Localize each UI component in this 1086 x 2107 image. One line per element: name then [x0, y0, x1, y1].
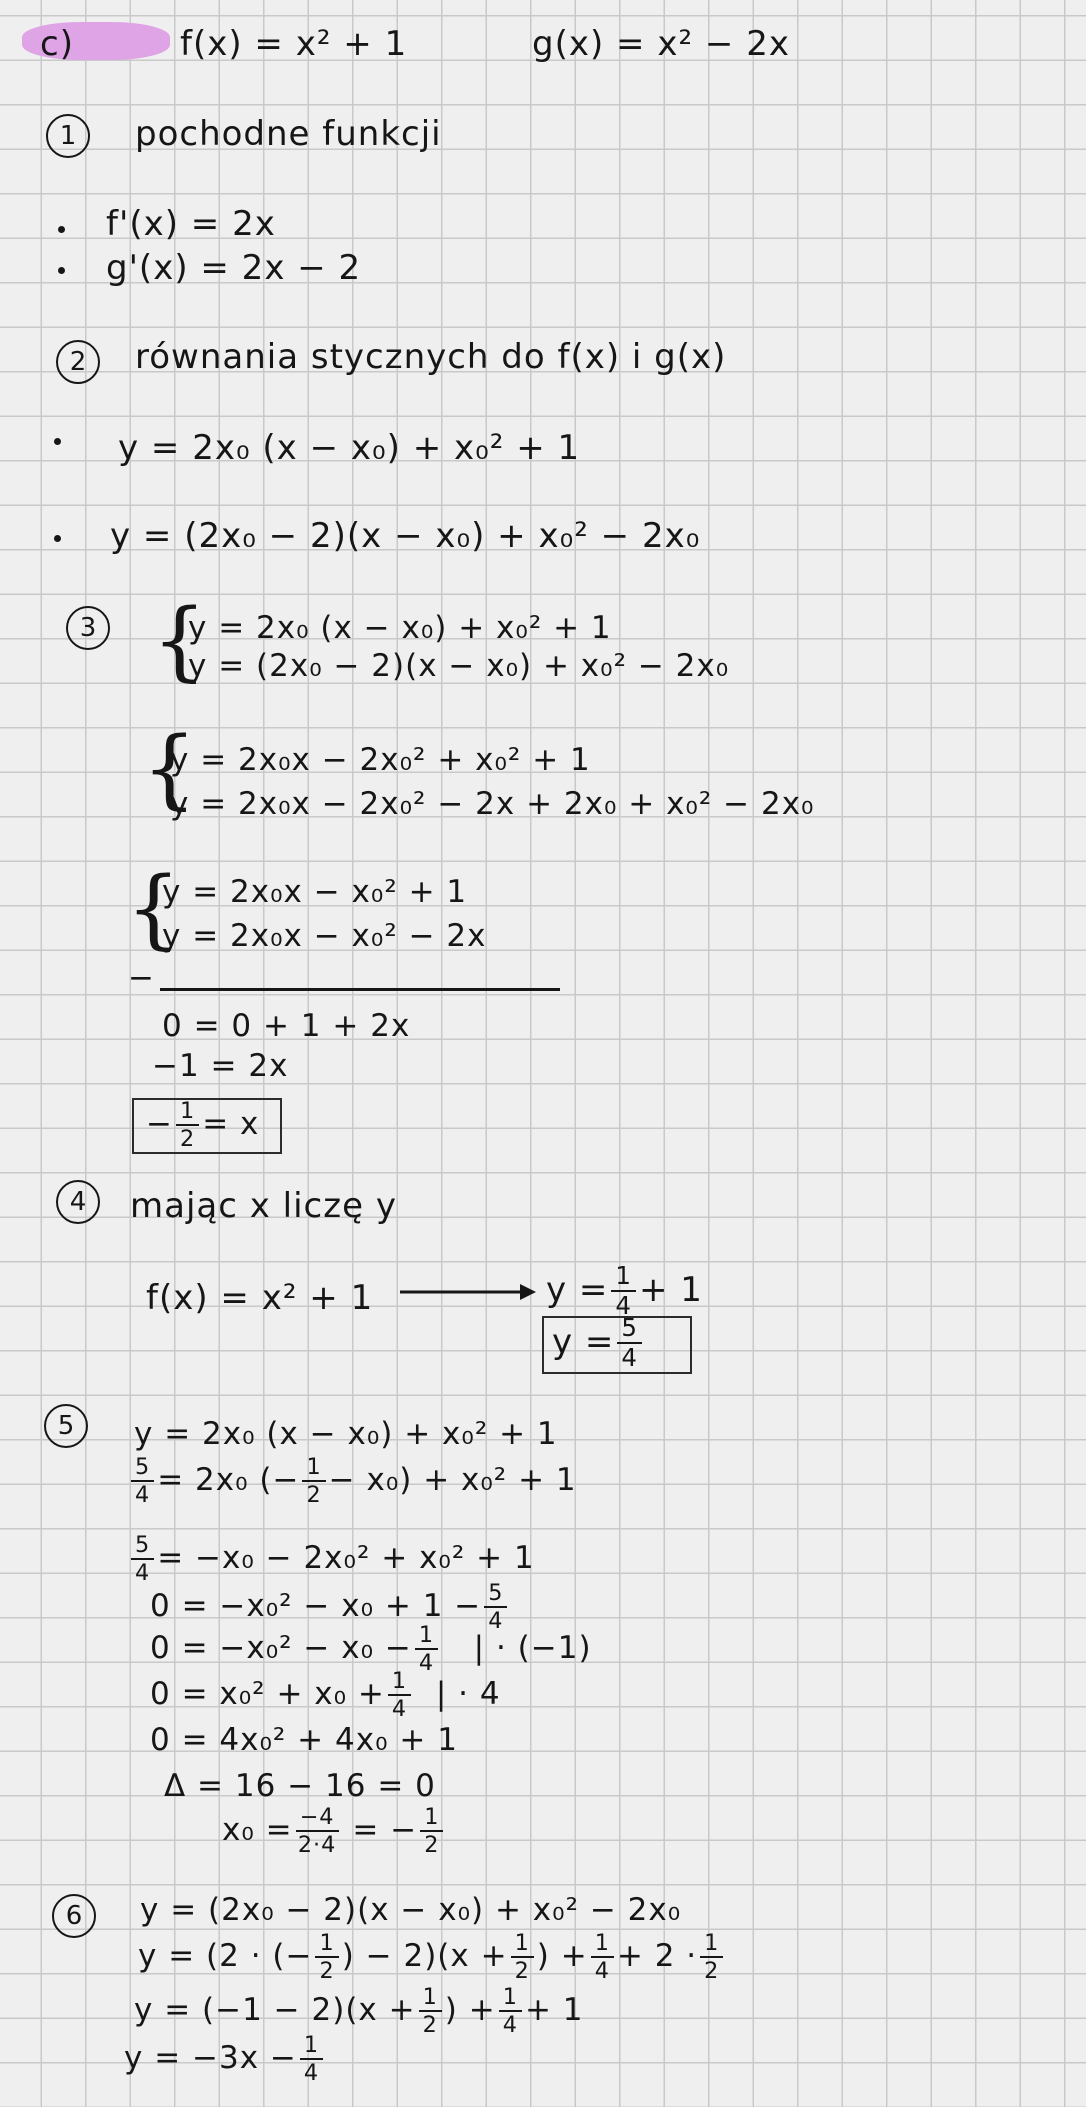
step-number-2: 2 — [56, 340, 100, 384]
y-value-line-2: y = $\frac{5}{4}$ — [552, 1316, 645, 1371]
f-recall: f(x) = x² + 1 — [146, 1278, 374, 1318]
s5-line-1: y = 2x₀ (x − x₀) + x₀² + 1 — [134, 1416, 558, 1452]
g-definition: g(x) = x² − 2x — [532, 24, 790, 64]
subtraction-rule — [160, 988, 560, 991]
result-line-2: −1 = 2x — [152, 1048, 289, 1084]
step-number-3: 3 — [66, 606, 110, 650]
subtraction-sign: − — [128, 960, 155, 996]
s5-line-2: $\frac{5}{4}$ = 2x₀ (− $\frac{1}{2}$ − x₀) + x₀² + 1 — [128, 1456, 577, 1507]
step-number-6: 6 — [52, 1894, 96, 1938]
derivative-f: f'(x) = 2x — [106, 204, 276, 244]
system-brace: { — [142, 719, 197, 819]
step-number-1: 1 — [46, 114, 90, 158]
system-c-line-2: y = 2x₀x − x₀² − 2x — [162, 918, 487, 954]
s5-line-9-root: x₀ = $\frac{-4}{2\cdot 4}$ = − $\frac{1}{2}$ — [222, 1806, 446, 1857]
s5-line-7: 0 = 4x₀² + 4x₀ + 1 — [150, 1722, 458, 1758]
system-brace: { — [126, 859, 181, 959]
section-4-title: mając x liczę y — [130, 1186, 397, 1226]
s5-line-3: $\frac{5}{4}$ = −x₀ − 2x₀² + x₀² + 1 — [128, 1534, 535, 1585]
system-c-line-1: y = 2x₀x − x₀² + 1 — [162, 874, 468, 910]
system-a-line-2: y = (2x₀ − 2)(x − x₀) + x₀² − 2x₀ — [188, 648, 730, 684]
system-b-line-1: y = 2x₀x − 2x₀² + x₀² + 1 — [170, 742, 591, 778]
arrow-icon — [398, 1280, 538, 1304]
section-2-title: równania stycznych do f(x) i g(x) — [135, 337, 727, 377]
system-brace: { — [152, 591, 207, 691]
y-value-line-1: y = $\frac{1}{4}$ + 1 — [546, 1261, 703, 1321]
tangent-g: y = (2x₀ − 2)(x − x₀) + x₀² − 2x₀ — [110, 516, 701, 556]
bullet — [58, 267, 65, 274]
system-b-line-2: y = 2x₀x − 2x₀² − 2x + 2x₀ + x₀² − 2x₀ — [170, 786, 815, 822]
s6-line-4-final: y = −3x − $\frac{1}{4}$ — [124, 2034, 326, 2085]
derivative-g: g'(x) = 2x − 2 — [106, 248, 362, 288]
step-number-4: 4 — [56, 1180, 100, 1224]
s6-line-1: y = (2x₀ − 2)(x − x₀) + x₀² − 2x₀ — [140, 1892, 682, 1928]
s6-line-3: y = (−1 − 2)(x + $\frac{1}{2}$ ) + $\frac{1}{4}$ + 1 — [134, 1984, 584, 2039]
section-1-title: pochodne funkcji — [135, 114, 442, 154]
step-number-5: 5 — [44, 1404, 88, 1448]
s6-line-2: y = (2 · (− $\frac{1}{2}$ ) − 2)(x + $\frac{1}{2}$ ) + $\frac{1}{4}$ + 2 · $\frac{1}{2}$ — [138, 1932, 726, 1983]
system-a-line-1: y = 2x₀ (x − x₀) + x₀² + 1 — [188, 610, 612, 646]
s5-line-5: 0 = −x₀² − x₀ − $\frac{1}{4}$ | · (−1) — [150, 1622, 592, 1677]
f-definition: f(x) = x² + 1 — [180, 24, 408, 64]
s5-line-8-delta: Δ = 16 − 16 = 0 — [164, 1768, 436, 1804]
tangent-f: y = 2x₀ (x − x₀) + x₀² + 1 — [118, 428, 581, 468]
s5-line-4: 0 = −x₀² − x₀ + 1 − $\frac{5}{4}$ — [150, 1582, 510, 1633]
answer-x: − $\frac{1}{2}$ = x — [146, 1098, 260, 1153]
part-label: c) — [40, 24, 74, 64]
result-line-1: 0 = 0 + 1 + 2x — [162, 1008, 411, 1044]
bullet — [54, 438, 61, 445]
s5-line-6: 0 = x₀² + x₀ + $\frac{1}{4}$ | · 4 — [150, 1668, 501, 1723]
bullet — [58, 226, 65, 233]
bullet — [54, 535, 61, 542]
